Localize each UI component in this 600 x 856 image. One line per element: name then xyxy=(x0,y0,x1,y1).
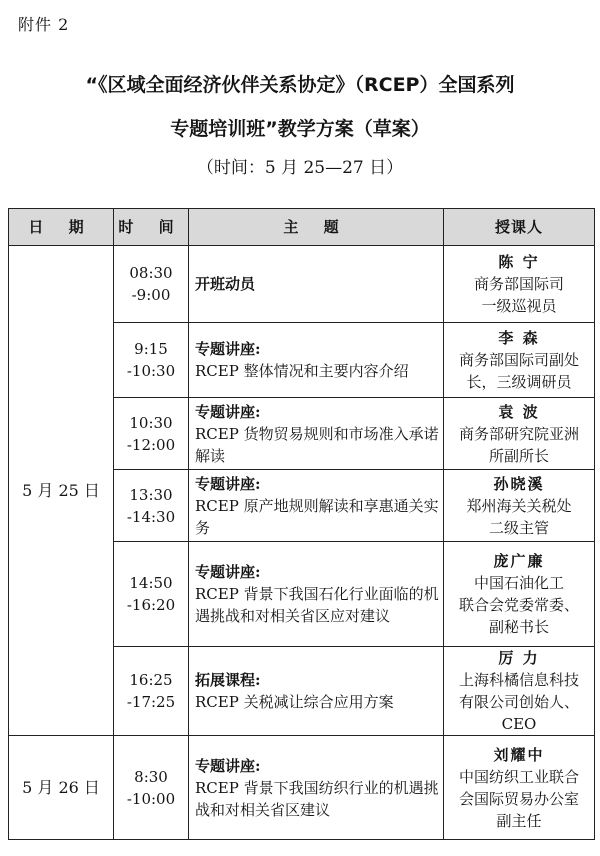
teacher-name: 陈 宁 xyxy=(498,253,540,271)
topic-body: RCEP 关税减让综合应用方案 xyxy=(195,693,394,711)
topic-head: 专题讲座: xyxy=(195,474,261,493)
teacher-name: 厉 力 xyxy=(498,649,540,667)
topic-body: RCEP 背景下我国石化行业面临的机遇挑战和对相关省区应对建议 xyxy=(195,585,439,625)
teacher-cell xyxy=(444,736,595,840)
teacher-cell xyxy=(444,542,595,647)
time-start: 08:30 xyxy=(129,264,173,282)
teacher-title-line: CEO xyxy=(501,715,537,733)
topic-cell xyxy=(189,542,444,647)
teacher-cell xyxy=(444,470,595,542)
teacher-title-line: 郑州海关关税处 xyxy=(466,496,572,515)
topic-body: RCEP 整体情况和主要内容介绍 xyxy=(195,362,409,380)
topic-body: RCEP 背景下我国纺织行业的机遇挑战和对相关省区建议 xyxy=(195,778,439,819)
table-row xyxy=(9,736,595,840)
time-cell xyxy=(114,542,189,647)
table-header-row xyxy=(9,209,595,246)
topic-head: 拓展课程: xyxy=(195,671,261,689)
time-end: -10:30 xyxy=(126,362,176,380)
document-title-line2: 专题培训班”教学方案（草案） xyxy=(170,118,430,140)
attachment-label: 附件 2 xyxy=(18,15,70,34)
topic-body: RCEP 货物贸易规则和市场准入承诺解读 xyxy=(195,424,439,465)
teacher-title-line: 中国石油化工 xyxy=(473,574,564,592)
teacher-name: 袁 波 xyxy=(498,402,540,421)
table-row xyxy=(9,246,595,323)
header-topic: 主 题 xyxy=(189,209,444,246)
teacher-name: 孙晓溪 xyxy=(493,474,545,493)
time-end: -10:00 xyxy=(126,789,176,808)
teacher-title-line: 联合会党委常委、 xyxy=(458,596,579,614)
time-end: -17:25 xyxy=(126,693,176,711)
teacher-name: 庞广廉 xyxy=(493,552,545,570)
schedule-table xyxy=(8,208,595,840)
header-date: 日 期 xyxy=(9,209,114,246)
teacher-title-line: 中国纺织工业联合 xyxy=(458,767,579,786)
teacher-title-line: 所副所长 xyxy=(488,446,549,465)
topic-body: RCEP 原产地规则解读和享惠通关实务 xyxy=(195,496,439,537)
teacher-title-line: 商务部国际司副处 xyxy=(458,351,579,369)
teacher-title-line: 商务部研究院亚洲 xyxy=(458,424,579,443)
teacher-title-line: 商务部国际司 xyxy=(473,275,564,293)
date-cell: 5 月 25 日 xyxy=(9,246,114,736)
time-start: 13:30 xyxy=(129,485,173,504)
time-cell xyxy=(114,398,189,470)
time-cell xyxy=(114,647,189,736)
time-end: -14:30 xyxy=(126,507,176,526)
teacher-name: 刘耀中 xyxy=(493,745,545,764)
teacher-cell xyxy=(444,398,595,470)
topic-head: 专题讲座: xyxy=(195,402,261,421)
date-cell: 5 月 26 日 xyxy=(9,736,114,840)
topic-cell xyxy=(189,736,444,840)
teacher-title-line: 有限公司创始人、 xyxy=(458,693,579,711)
topic-cell xyxy=(189,398,444,470)
time-start: 9:15 xyxy=(134,340,168,358)
header-teacher: 授课人 xyxy=(444,209,595,246)
time-end: -9:00 xyxy=(131,286,171,304)
time-start: 14:50 xyxy=(129,574,173,592)
time-cell xyxy=(114,736,189,840)
time-end: -12:00 xyxy=(126,435,176,454)
topic-cell xyxy=(189,647,444,736)
teacher-title-line: 二级主管 xyxy=(488,518,549,537)
teacher-cell xyxy=(444,647,595,736)
teacher-title-line: 一级巡视员 xyxy=(481,297,557,315)
teacher-cell xyxy=(444,323,595,398)
topic-head: 专题讲座: xyxy=(195,563,261,581)
topic-cell xyxy=(189,246,444,323)
topic-cell xyxy=(189,323,444,398)
document-title-line1: “《区域全面经济伙伴关系协定》（RCEP）全国系列 xyxy=(85,74,515,96)
teacher-title-line: 长，三级调研员 xyxy=(466,373,572,391)
time-cell xyxy=(114,323,189,398)
time-cell xyxy=(114,246,189,323)
topic-head: 专题讲座: xyxy=(195,340,261,358)
time-start: 10:30 xyxy=(129,413,173,432)
document-subtitle: （时间：5 月 25—27 日） xyxy=(196,158,404,178)
time-end: -16:20 xyxy=(126,596,176,614)
teacher-title-line: 副主任 xyxy=(496,811,542,830)
teacher-cell xyxy=(444,246,595,323)
topic-head: 专题讲座: xyxy=(195,756,261,775)
teacher-title-line: 副秘书长 xyxy=(488,618,549,636)
header-time: 时 间 xyxy=(114,209,189,246)
time-start: 16:25 xyxy=(129,671,173,689)
topic-cell xyxy=(189,470,444,542)
time-cell xyxy=(114,470,189,542)
time-start: 8:30 xyxy=(134,767,168,786)
topic-head: 开班动员 xyxy=(195,275,256,293)
teacher-title-line: 会国际贸易办公室 xyxy=(458,789,579,808)
teacher-title-line: 上海科橘信息科技 xyxy=(458,671,579,689)
teacher-name: 李 森 xyxy=(498,329,540,347)
